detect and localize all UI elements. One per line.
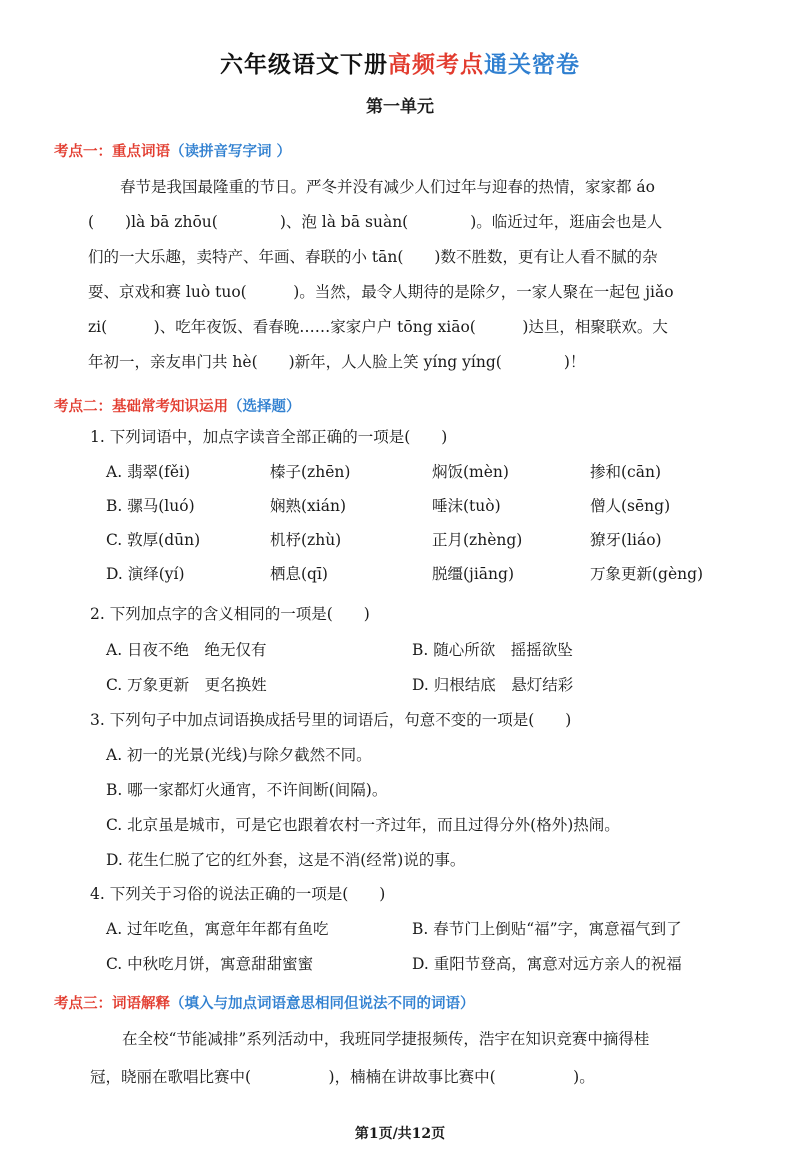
q1-row-a-col2: 榛子(zhēn) bbox=[270, 463, 351, 481]
q1-row-b-col4: 僧人(sēng) bbox=[590, 497, 671, 515]
q1-row-a-col1: A. 翡翠(fěi) bbox=[106, 463, 191, 481]
q2-option-c: C. 万象更新 更名换姓 bbox=[106, 676, 267, 694]
q1-row-d-col1: D. 演绎(yí) bbox=[106, 565, 185, 583]
question-4-stem: 4. 下列关于习俗的说法正确的一项是( ) bbox=[90, 885, 386, 903]
q4-option-a: A. 过年吃鱼，寓意年年都有鱼吃 bbox=[106, 920, 329, 938]
title-part-highlight: 高频考点 bbox=[388, 51, 484, 78]
section2-topic: 基础常考知识运用 bbox=[112, 399, 228, 415]
section1-subtitle: （读拼音写字词 ） bbox=[170, 144, 292, 160]
section2-heading bbox=[54, 395, 301, 416]
q1-row-c-col1: C. 敦厚(dūn) bbox=[106, 531, 201, 549]
section1-line-3: 们的一大乐趣，卖特产、年画、春联的小 tān( )数不胜数，更有让人看不腻的杂 bbox=[88, 248, 658, 266]
question-2-stem: 2. 下列加点字的含义相同的一项是( ) bbox=[90, 605, 370, 623]
q1-row-b-col2: 娴熟(xián) bbox=[270, 497, 347, 515]
q1-row-a-col4: 掺和(cān) bbox=[590, 463, 661, 481]
unit-title: 第一单元 bbox=[366, 97, 434, 117]
section3-line-1: 在全校“节能减排”系列活动中，我班同学捷报频传，浩宇在知识竞赛中摘得桂 bbox=[122, 1030, 650, 1048]
q4-option-b: B. 春节门上倒贴“福”字，寓意福气到了 bbox=[412, 920, 682, 938]
page-title bbox=[0, 46, 800, 79]
q1-row-c-col2: 机杼(zhù) bbox=[270, 531, 342, 549]
section1-label: 考点一： bbox=[54, 144, 112, 160]
q3-option-d: D. 花生仁脱了它的红外套，这是不消(经常)说的事。 bbox=[106, 851, 466, 869]
q1-row-b-col1: B. 骡马(luó) bbox=[106, 497, 195, 515]
section3-topic: 词语解释 bbox=[112, 996, 170, 1012]
question-3-stem: 3. 下列句子中加点词语换成括号里的词语后，句意不变的一项是( ) bbox=[90, 711, 572, 729]
q3-option-c: C. 北京虽是城市，可是它也跟着农村一齐过年，而且过得分外(格外)热闹。 bbox=[106, 816, 620, 834]
title-part-exam: 通关密卷 bbox=[484, 51, 580, 78]
q1-row-d-col3: 脱缰(jiāng) bbox=[432, 565, 515, 583]
section3-heading bbox=[54, 992, 475, 1013]
page-number: 第1页/共12页 bbox=[354, 1126, 446, 1142]
section3-label: 考点三： bbox=[54, 996, 112, 1012]
section1-line-1: 春节是我国最隆重的节日。严冬并没有减少人们过年与迎春的热情，家家都 áo bbox=[120, 178, 656, 196]
section2-subtitle: （选择题） bbox=[228, 399, 301, 415]
title-part-grade: 六年级语文下册 bbox=[220, 51, 388, 78]
section1-line-4: 耍、京戏和赛 luò tuo( )。当然，最令人期待的是除夕，一家人聚在一起包 jiǎo bbox=[88, 283, 674, 301]
q2-option-b: B. 随心所欲 摇摇欲坠 bbox=[412, 641, 573, 659]
section1-line-2: ( )là bā zhōu( )、泡 là bā suàn( )。临近过年，逛庙会也是人 bbox=[88, 213, 663, 231]
section3-subtitle: （填入与加点词语意思相同但说法不同的词语） bbox=[170, 996, 475, 1012]
q4-option-c: C. 中秋吃月饼，寓意甜甜蜜蜜 bbox=[106, 955, 314, 973]
section1-line-6: 年初一，亲友串门共 hè( )新年，人人脸上笑 yíng yíng( )！ bbox=[88, 353, 586, 371]
section1-topic: 重点词语 bbox=[112, 144, 170, 160]
q4-option-d: D. 重阳节登高，寓意对远方亲人的祝福 bbox=[412, 955, 682, 973]
q1-row-c-col4: 獠牙(liáo) bbox=[590, 531, 662, 549]
section3-line-2: 冠，晓丽在歌唱比赛中( )，楠楠在讲故事比赛中( )。 bbox=[90, 1068, 595, 1086]
q2-option-d: D. 归根结底 悬灯结彩 bbox=[412, 676, 574, 694]
q3-option-a: A. 初一的光景(光线)与除夕截然不同。 bbox=[106, 746, 372, 764]
q1-row-b-col3: 唾沫(tuò) bbox=[432, 497, 501, 515]
section2-label: 考点二： bbox=[54, 399, 112, 415]
q1-row-d-col2: 栖息(qī) bbox=[270, 565, 328, 583]
question-1-stem: 1. 下列词语中，加点字读音全部正确的一项是( ) bbox=[90, 428, 448, 446]
q1-row-d-col4: 万象更新(gèng) bbox=[590, 565, 704, 583]
section1-line-5: zi( )、吃年夜饭、看春晚……家家户户 tōng xiāo( )达旦，相聚联欢。大 bbox=[88, 318, 668, 336]
q2-option-a: A. 日夜不绝 绝无仅有 bbox=[106, 641, 267, 659]
q1-row-a-col3: 焖饭(mèn) bbox=[432, 463, 509, 481]
q1-row-c-col3: 正月(zhèng) bbox=[432, 531, 523, 549]
section1-heading bbox=[54, 140, 291, 161]
q3-option-b: B. 哪一家都灯火通宵，不许间断(间隔)。 bbox=[106, 781, 388, 799]
